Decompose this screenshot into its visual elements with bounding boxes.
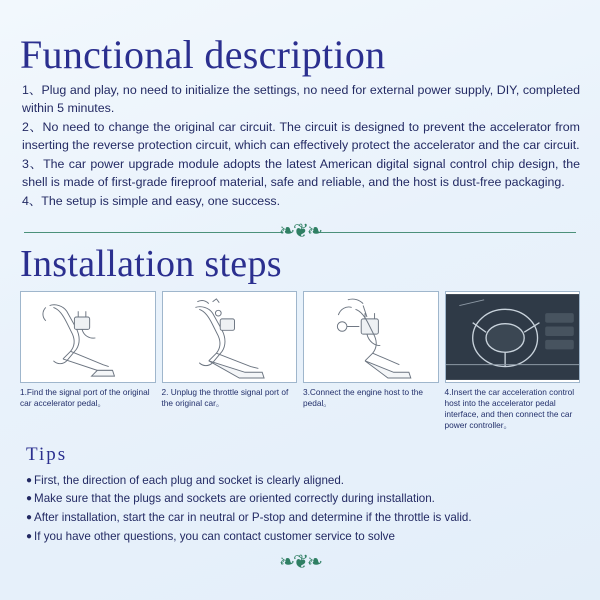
steering-wheel-dashboard-icon xyxy=(446,292,580,382)
functional-paragraph-2: 2、No need to change the original car circuit. The circuit is designed to prevent the accelerator from inserting the reverse protection circuit, which can effectively protect the accelerator and the car circuit. xyxy=(22,119,580,152)
tip-bullet-icon: ● xyxy=(26,512,33,524)
installation-step-2 xyxy=(162,291,298,432)
tip-item-2 xyxy=(20,490,580,509)
functional-paragraph-1: 1、Plug and play, no need to initialize the settings, no need for external power supply, DIY, completed within 5 minutes. xyxy=(22,83,580,115)
step-2-image xyxy=(162,291,298,383)
pedal-unplugged-icon xyxy=(163,292,297,382)
functional-paragraph-4: 4、The setup is simple and easy, one success. xyxy=(22,193,281,208)
tip-text-3: After installation, start the car in neutral or P-stop and determine if the throttle is valid. xyxy=(34,511,472,525)
tip-item-1 xyxy=(20,472,580,491)
bottom-flourish-icon: ❧❦❧ xyxy=(279,552,321,573)
section-divider-ornament xyxy=(20,221,580,243)
step-3-caption: 3.Connect the engine host to the pedal。 xyxy=(303,386,423,408)
tip-text-4: If you have other questions, you can contact customer service to solve xyxy=(34,529,395,543)
step-4-image xyxy=(445,291,581,383)
installation-step-3 xyxy=(303,291,439,432)
page-title-functional-description: Functional description xyxy=(20,32,386,77)
installation-step-4 xyxy=(445,291,581,432)
divider-flourish-icon: ❧❦❧ xyxy=(279,220,321,242)
tip-item-4 xyxy=(20,528,580,547)
step-2-caption: 2. Unplug the throttle signal port of the original car。 xyxy=(161,386,289,408)
page-title-installation-steps: Installation steps xyxy=(20,242,282,285)
installation-step-1 xyxy=(20,291,156,432)
tip-text-2: Make sure that the plugs and sockets are oriented correctly during installation. xyxy=(34,492,435,506)
step-1-image xyxy=(20,291,156,383)
pedal-connect-host-icon xyxy=(304,292,438,382)
pedal-with-connector-icon xyxy=(21,292,155,382)
tip-text-1: First, the direction of each plug and socket is clearly aligned. xyxy=(34,473,345,487)
tip-bullet-icon: ● xyxy=(26,530,33,542)
tip-bullet-icon: ● xyxy=(26,474,33,486)
functional-paragraph-3: 3、The car power upgrade module adopts the latest American digital signal control chip design, the shell is made of first-grade fireproof material, safe and reliable, and the host is dust-free packaging. xyxy=(22,156,580,189)
tips-title: Tips xyxy=(26,443,68,465)
tip-bullet-icon: ● xyxy=(26,493,33,505)
installation-steps-row xyxy=(20,291,580,432)
tip-item-3 xyxy=(20,509,580,528)
step-1-caption: 1.Find the signal port of the original car accelerator pedal。 xyxy=(20,386,150,408)
step-4-caption: 4.Insert the car acceleration control host into the accelerator pedal interface, and then connect the car power controller。 xyxy=(444,386,575,431)
step-3-image xyxy=(303,291,439,383)
